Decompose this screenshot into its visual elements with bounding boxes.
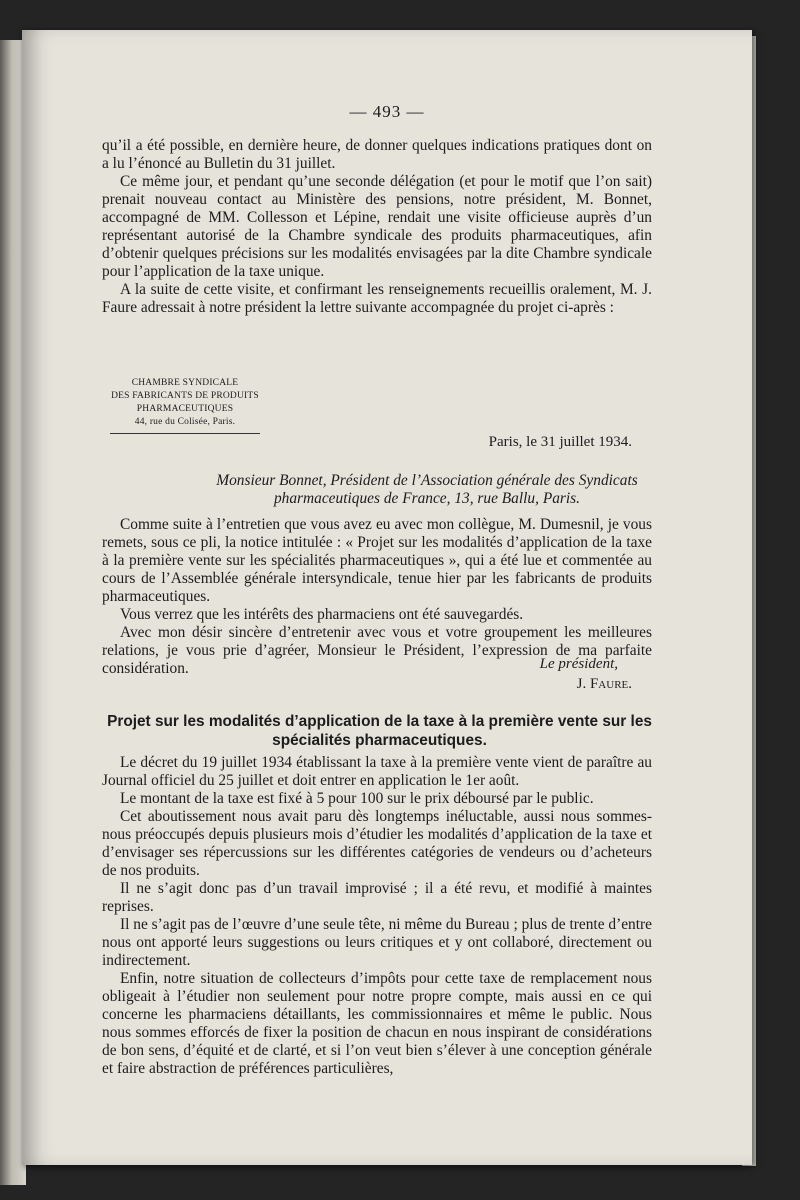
letterhead-rule [110, 433, 260, 434]
letterhead-address: 44, rue du Colisée, Paris. [134, 417, 236, 427]
signature-role: Le président, [539, 656, 618, 672]
document-page [22, 30, 752, 1165]
paragraph: Il ne s’agit donc pas d’un travail improvisé ; il a été revu, et modifié à maintes reprises. [102, 880, 652, 915]
letterhead-line: CHAMBRE SYNDICALE [131, 378, 239, 388]
intro-text [102, 137, 652, 317]
paragraph: Vous verrez que les intérêts des pharmaciens ont été sauvegardés. [120, 606, 524, 623]
project-text [102, 754, 652, 1078]
signature-name: J. Faure. [576, 676, 632, 692]
paragraph: qu’il a été possible, en dernière heure, de donner quelques indications pratiques dont on a lu l’énoncé au Bulletin du 31 juillet. [102, 137, 652, 172]
letter-signature [540, 654, 632, 694]
paragraph: Enfin, notre situation de collecteurs d’impôts pour cette taxe de remplacement nous obligeait à l’étudier non seulement pour notre propre compte, mais aussi en ce qui concerne les pharmaciens détaillants, les commissionnaires et même le public. Nous nous sommes efforcés de fixer la position de chacun en nous inspirant de considérations de bon sens, d’équité et de clarté, et si l’on veut bien s’élever à une conception générale et faire abstraction de préférences particulières, [102, 970, 652, 1077]
letterhead-line: DES FABRICANTS DE PRODUITS [111, 391, 259, 401]
letter-addressee: Monsieur Bonnet, Président de l’Association générale des Syndicats pharmaceutiques de France, 13, rue Ballu, Paris. [216, 472, 638, 507]
page-number: — 493 — [349, 102, 425, 121]
paragraph: Cet aboutissement nous avait paru dès longtemps inéluctable, aussi nous sommes-nous préoccupés depuis plusieurs mois d’étudier les modalités d’application de la taxe et d’envisager ses répercussions sur les différentes catégories de vendeurs ou d’acheteurs de nos produits. [102, 808, 652, 879]
paragraph: Ce même jour, et pendant qu’une seconde délégation (et pour le motif que l’on sait) prenait nouveau contact au Ministère des pensions, notre président, M. Bonnet, accompagné de MM. Collesson et Lépine, rendait une visite officieuse auprès d’un représentant autorisé de la Chambre syndicale des produits pharmaceutiques, afin d’obtenir quelques précisions sur les modalités envisagées par la dite Chambre syndicale pour l’application de la taxe unique. [102, 173, 652, 280]
section-title: Projet sur les modalités d’application de la taxe à la première vente sur les spécialités pharmaceutiques. [107, 713, 652, 749]
letterhead-line: PHARMACEUTIQUES [136, 404, 234, 414]
letter-date: Paris, le 31 juillet 1934. [488, 434, 632, 450]
paragraph: Avec mon désir sincère d’entretenir avec vous et votre groupement les meilleures relations, je vous prie d’agréer, Monsieur le Président, l’expression de ma parfaite considération. [102, 624, 652, 677]
paragraph: Le montant de la taxe est fixé à 5 pour 100 sur le prix déboursé par le public. [120, 790, 594, 807]
paragraph: Il ne s’agit pas de l’œuvre d’une seule tête, ni même du Bureau ; plus de trente d’entre nous ont apporté leurs suggestions ou leurs critiques et y ont collaboré, directement ou indirectement. [102, 916, 652, 969]
paragraph: Comme suite à l’entretien que vous avez eu avec mon collègue, M. Dumesnil, je vous remets, sous ce pli, la notice intitulée : « Projet sur les modalités d’application de la taxe à la première vente sur les spécialités pharmaceutiques », qui a été lue et commentée au cours de l’Assemblée générale intersyndicale, tenue hier par les fabricants de produits pharmaceutiques. [102, 516, 652, 605]
paragraph: Le décret du 19 juillet 1934 établissant la taxe à la première vente vient de paraître au Journal officiel du 25 juillet et doit entrer en application le 1er août. [102, 754, 652, 789]
letterhead [100, 377, 270, 434]
paragraph: A la suite de cette visite, et confirmant les renseignements recueillis oralement, M. J. Faure adressait à notre président la lettre suivante accompagnée du projet ci-après : [102, 281, 652, 316]
